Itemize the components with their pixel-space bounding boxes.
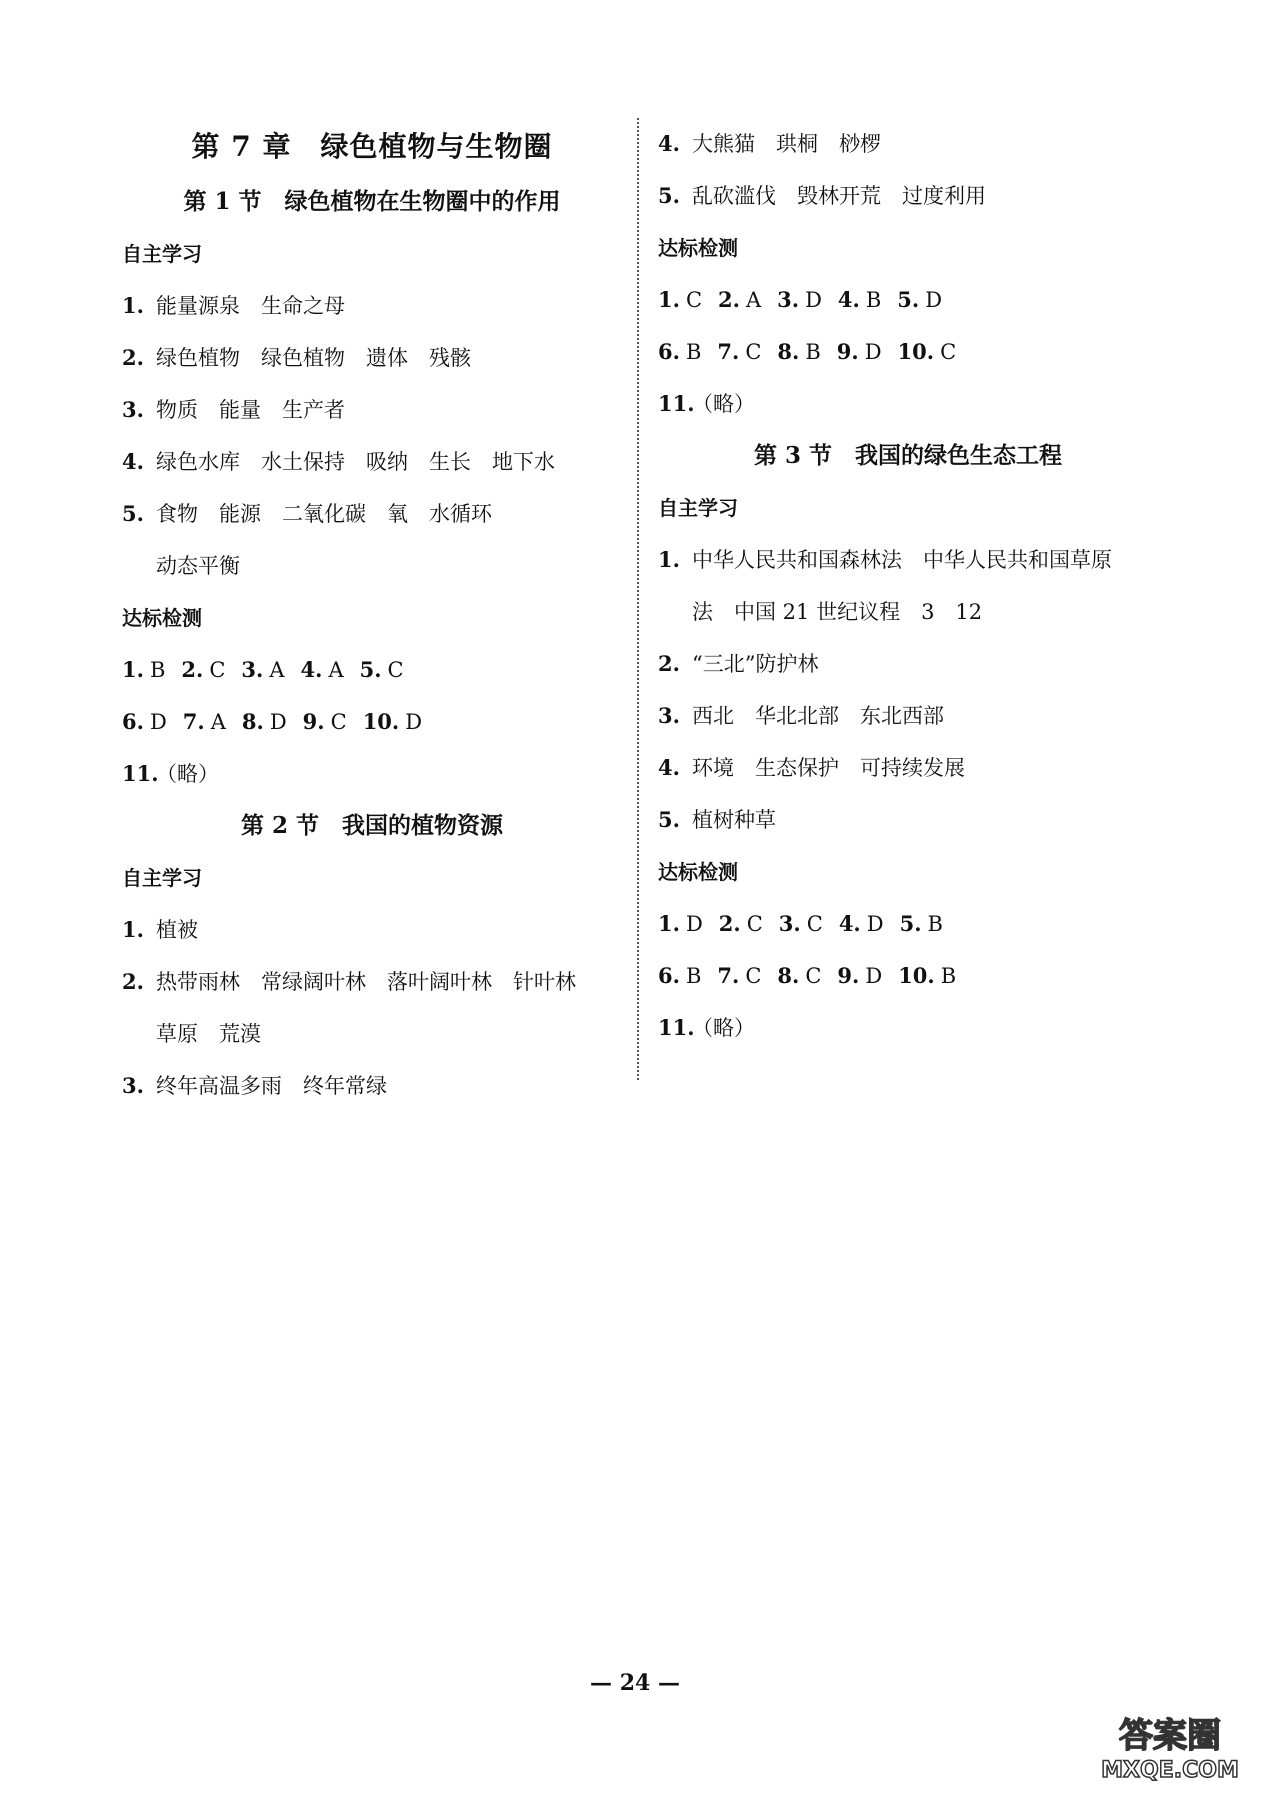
answer-number: 4.	[300, 657, 323, 682]
answer-letter: D	[925, 288, 943, 312]
answer-pair	[837, 950, 882, 1002]
answer-pair	[897, 274, 942, 326]
answer-pair	[658, 950, 701, 1002]
answer-pair	[839, 898, 884, 950]
answer-number: 8.	[777, 339, 800, 364]
item-number: 2.	[122, 345, 144, 370]
answer-pair	[779, 898, 823, 950]
answer-number: 9.	[837, 963, 860, 988]
answer-letter: B	[940, 964, 957, 988]
answer-pair	[898, 950, 956, 1002]
answer-number: 10.	[897, 339, 935, 364]
section3-self-study-heading: 自主学习	[658, 496, 738, 520]
answer-number: 6.	[122, 709, 144, 734]
answer-letter: D	[866, 912, 884, 936]
answer-pair	[303, 696, 347, 748]
item-text: 环境 生态保护 可持续发展	[692, 756, 965, 780]
answer-letter: C	[330, 710, 347, 734]
answer-letter: B	[685, 340, 702, 364]
item-number: 3.	[658, 703, 680, 728]
item-text: 植被	[156, 918, 198, 942]
section3-item3	[658, 690, 1158, 742]
answer-number: 9.	[836, 339, 859, 364]
item-number: 1.	[122, 293, 144, 318]
answer-pair	[719, 898, 763, 950]
section3-item5	[658, 794, 1158, 846]
answer-letter: B	[865, 288, 882, 312]
answer-letter: C	[209, 658, 226, 682]
answer-number: 3.	[241, 657, 264, 682]
answer-letter: D	[864, 340, 882, 364]
section1-item3	[122, 384, 622, 436]
answer-pair	[898, 326, 957, 378]
item-number: 4.	[658, 131, 680, 156]
answer-letter: C	[745, 964, 762, 988]
right-column	[658, 118, 1158, 1054]
section3-item4	[658, 742, 1158, 794]
section1-item1	[122, 280, 622, 332]
item-text: （略）	[156, 762, 219, 786]
answer-pair	[658, 898, 703, 950]
answer-pair	[183, 696, 226, 748]
section2-self-study-heading: 自主学习	[122, 866, 202, 890]
item-text: 能量源泉 生命之母	[156, 294, 345, 318]
item-number: 11.	[122, 761, 159, 786]
left-column	[122, 118, 622, 1112]
section1-item5	[122, 488, 622, 540]
answer-number: 5.	[899, 911, 922, 936]
section3-item1-continuation: 法 中国 21 世纪议程 3 12	[692, 600, 983, 624]
answer-pair	[658, 326, 701, 378]
answer-pair	[658, 274, 702, 326]
answer-letter: D	[149, 710, 167, 734]
answer-number: 7.	[717, 339, 740, 364]
answer-pair	[777, 950, 821, 1002]
answer-number: 6.	[658, 963, 680, 988]
section2-test-row1	[658, 274, 1158, 326]
answer-number: 6.	[658, 339, 680, 364]
answer-number: 5.	[897, 287, 920, 312]
answer-letter: C	[806, 912, 823, 936]
answer-letter: D	[405, 710, 423, 734]
section1-self-study-continuation: 动态平衡	[156, 554, 240, 578]
section2-item5	[658, 170, 1158, 222]
section1-test-item11	[122, 748, 622, 800]
answer-number: 2.	[181, 657, 204, 682]
answer-letter: C	[745, 340, 762, 364]
section3-item1	[658, 534, 1158, 586]
section1-self-study-list	[122, 280, 622, 540]
section2-item3	[122, 1060, 622, 1112]
answer-letter: D	[685, 912, 703, 936]
section1-self-study-heading: 自主学习	[122, 242, 202, 266]
answer-pair	[301, 644, 344, 696]
item-text: 植树种草	[692, 808, 776, 832]
watermark-logo	[1080, 1716, 1260, 1796]
answer-number: 8.	[777, 963, 800, 988]
answer-number: 10.	[898, 963, 935, 988]
item-text: 大熊猫 珙桐 桫椤	[692, 132, 881, 156]
section3-test-heading: 达标检测	[658, 860, 738, 884]
answer-number: 1.	[658, 911, 680, 936]
section2-item2	[122, 956, 622, 1008]
section1-item2	[122, 332, 622, 384]
item-number: 4.	[658, 755, 680, 780]
answer-letter: C	[805, 964, 822, 988]
answer-pair	[241, 644, 284, 696]
answer-letter: B	[805, 340, 821, 364]
section2-title: 第 2 节 我国的植物资源	[240, 812, 504, 839]
answer-pair	[717, 950, 761, 1002]
item-number: 5.	[122, 501, 144, 526]
section3-test-item11	[658, 1002, 1158, 1054]
item-text: 物质 能量 生产者	[156, 398, 345, 422]
answer-number: 2.	[718, 911, 741, 936]
answer-pair	[718, 274, 761, 326]
item-text: （略）	[692, 1016, 755, 1040]
section3-item2	[658, 638, 1158, 690]
section1-test-row2	[122, 696, 622, 748]
answer-letter: D	[269, 710, 287, 734]
answer-pair	[837, 326, 882, 378]
answer-pair	[360, 644, 404, 696]
section3-test-row1	[658, 898, 1158, 950]
answer-letter: D	[805, 288, 822, 312]
item-text: 中华人民共和国森林法 中华人民共和国草原	[692, 548, 1112, 572]
answer-number: 3.	[778, 911, 801, 936]
item-text: （略）	[692, 392, 755, 416]
answer-pair	[181, 644, 225, 696]
answer-letter: C	[387, 658, 404, 682]
item-text: 西北 华北北部 东北西部	[692, 704, 944, 728]
item-number: 1.	[122, 917, 144, 942]
section3-title: 第 3 节 我国的绿色生态工程	[753, 442, 1063, 469]
answer-number: 3.	[777, 287, 800, 312]
item-text: 绿色水库 水土保持 吸纳 生长 地下水	[156, 450, 555, 474]
answer-pair	[777, 326, 820, 378]
item-number: 2.	[122, 969, 144, 994]
section3-test-row2	[658, 950, 1158, 1002]
item-text: “三北”防护林	[692, 652, 819, 676]
answer-letter: A	[210, 710, 226, 734]
item-number: 4.	[122, 449, 144, 474]
item-number: 11.	[658, 391, 695, 416]
answer-number: 1.	[658, 287, 680, 312]
column-divider	[637, 118, 639, 1080]
answer-letter: A	[328, 658, 344, 682]
answer-pair	[777, 274, 822, 326]
section2-item4	[658, 118, 1158, 170]
answer-letter: B	[149, 658, 166, 682]
item-text: 热带雨林 常绿阔叶林 落叶阔叶林 针叶林	[156, 970, 576, 994]
section1-item4	[122, 436, 622, 488]
page-number: — 24 —	[590, 1670, 680, 1696]
answer-number: 7.	[717, 963, 740, 988]
answer-number: 7.	[182, 709, 205, 734]
answer-pair	[242, 696, 287, 748]
item-number: 1.	[658, 547, 680, 572]
answer-letter: B	[927, 912, 943, 936]
answer-letter: C	[940, 340, 957, 364]
item-number: 2.	[658, 651, 680, 676]
answer-letter: C	[685, 288, 703, 312]
answer-letter: A	[745, 288, 762, 312]
watermark-bottom-text: MXQE.COM	[1101, 1758, 1239, 1783]
answer-pair	[363, 696, 422, 748]
chapter-title: 第 7 章 绿色植物与生物圈	[191, 130, 553, 163]
section2-test-heading: 达标检测	[658, 236, 738, 260]
answer-pair	[900, 898, 943, 950]
section2-test-item11	[658, 378, 1158, 430]
answer-number: 10.	[362, 709, 400, 734]
answer-number: 5.	[359, 657, 382, 682]
section1-test-heading: 达标检测	[122, 606, 202, 630]
item-text: 绿色植物 绿色植物 遗体 残骸	[156, 346, 471, 370]
section2-item2-continuation: 草原 荒漠	[156, 1022, 261, 1046]
answer-number: 4.	[838, 911, 861, 936]
section2-test-row2	[658, 326, 1158, 378]
answer-letter: B	[685, 964, 702, 988]
answer-number: 8.	[241, 709, 264, 734]
item-number: 5.	[658, 183, 680, 208]
answer-pair	[122, 644, 165, 696]
section1-test-row1	[122, 644, 622, 696]
watermark-top-text: 答案圈	[1119, 1716, 1221, 1756]
answer-pair	[717, 326, 761, 378]
answer-letter: C	[746, 912, 763, 936]
item-number: 3.	[122, 397, 144, 422]
answer-number: 4.	[837, 287, 860, 312]
answer-pair	[838, 274, 881, 326]
item-number: 3.	[122, 1073, 144, 1098]
item-number: 5.	[658, 807, 680, 832]
answer-number: 2.	[718, 287, 740, 312]
item-text: 乱砍滥伐 毁林开荒 过度利用	[692, 184, 986, 208]
section1-title: 第 1 节 绿色植物在生物圈中的作用	[183, 188, 561, 215]
item-text: 食物 能源 二氧化碳 氧 水循环	[156, 502, 492, 526]
item-text: 终年高温多雨 终年常绿	[156, 1074, 387, 1098]
answer-letter: A	[269, 658, 285, 682]
answer-letter: D	[865, 964, 883, 988]
answer-number: 9.	[302, 709, 325, 734]
section2-item1	[122, 904, 622, 956]
answer-pair	[122, 696, 167, 748]
answer-number: 1.	[122, 657, 144, 682]
item-number: 11.	[658, 1015, 695, 1040]
